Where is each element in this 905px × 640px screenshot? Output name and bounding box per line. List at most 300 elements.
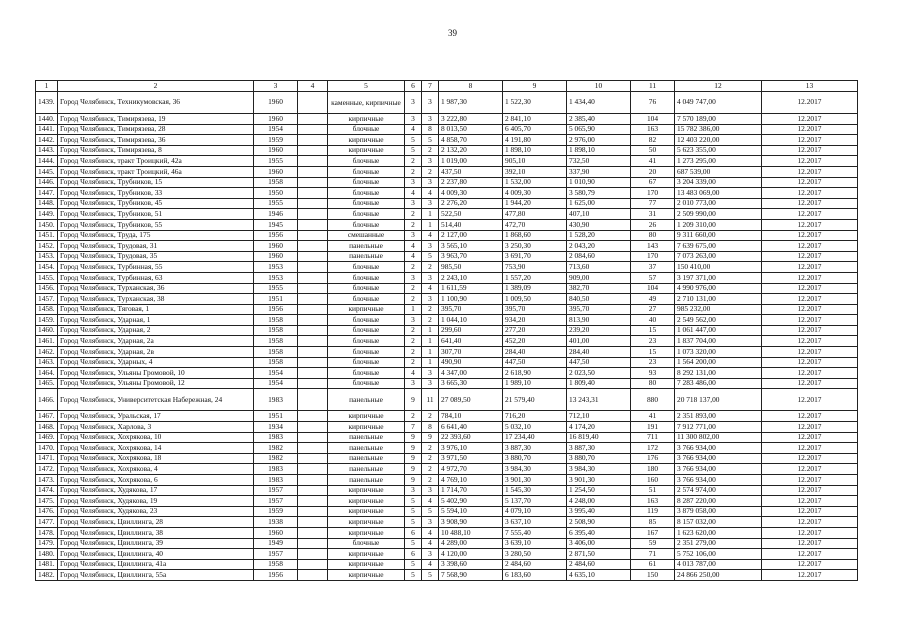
deadline-cell: 12.2017 <box>762 347 858 358</box>
deadline-cell: 12.2017 <box>762 464 858 475</box>
address-cell: Город Челябинск, Тяговая, 1 <box>58 304 254 315</box>
floors-cell: 3 <box>405 272 422 283</box>
entrances-cell: 3 <box>422 294 439 305</box>
deadline-cell: 12.2017 <box>762 177 858 188</box>
total-area-cell: 1 100,90 <box>439 294 503 305</box>
deadline-cell: 12.2017 <box>762 241 858 252</box>
housing-registry-table <box>35 80 858 581</box>
wall-material-cell: кирпичные <box>328 517 405 528</box>
residential-area-cell: 732,50 <box>567 156 631 167</box>
deadline-cell: 12.2017 <box>762 422 858 433</box>
residents-cell: 119 <box>631 506 675 517</box>
floors-cell: 2 <box>405 294 422 305</box>
floors-cell: 2 <box>405 262 422 273</box>
wall-material-cell: блочные <box>328 336 405 347</box>
row-number: 1458. <box>36 304 58 315</box>
residential-area-cell: 3 995,40 <box>567 506 631 517</box>
cost-cell: 13 483 069,00 <box>675 188 762 199</box>
floors-cell: 2 <box>405 209 422 220</box>
premises-area-cell: 6 183,60 <box>503 570 567 581</box>
residential-area-cell: 407,10 <box>567 209 631 220</box>
address-cell: Город Челябинск, Худякова, 17 <box>58 485 254 496</box>
year-cell: 1938 <box>254 517 298 528</box>
address-cell: Город Челябинск, Техникумовская, 36 <box>58 92 254 114</box>
table-row <box>36 283 858 294</box>
table-row <box>36 538 858 549</box>
row-number: 1459. <box>36 315 58 326</box>
wall-material-cell: кирпичные <box>328 549 405 560</box>
wall-material-cell: каменные, кирпичные <box>328 92 405 114</box>
year-cell: 1956 <box>254 570 298 581</box>
residents-cell: 880 <box>631 389 675 411</box>
cost-cell: 2 351 893,00 <box>675 411 762 422</box>
entrances-cell: 11 <box>422 389 439 411</box>
blank-cell <box>298 166 328 177</box>
total-area-cell: 4 769,10 <box>439 475 503 486</box>
deadline-cell: 12.2017 <box>762 156 858 167</box>
year-cell: 1958 <box>254 315 298 326</box>
year-cell: 1955 <box>254 283 298 294</box>
residential-area-cell: 2 484,60 <box>567 559 631 570</box>
address-cell: Город Челябинск, Хохрякова, 4 <box>58 464 254 475</box>
wall-material-cell: кирпичные <box>328 304 405 315</box>
entrances-cell: 3 <box>422 368 439 379</box>
deadline-cell: 12.2017 <box>762 135 858 146</box>
floors-cell: 4 <box>405 251 422 262</box>
wall-material-cell: кирпичные <box>328 559 405 570</box>
floors-cell: 3 <box>405 114 422 125</box>
deadline-cell: 12.2017 <box>762 114 858 125</box>
deadline-cell: 12.2017 <box>762 538 858 549</box>
blank-cell <box>298 411 328 422</box>
total-area-cell: 4 347,00 <box>439 368 503 379</box>
total-area-cell: 307,70 <box>439 347 503 358</box>
residents-cell: 104 <box>631 114 675 125</box>
year-cell: 1960 <box>254 114 298 125</box>
table-row <box>36 485 858 496</box>
year-cell: 1958 <box>254 347 298 358</box>
row-number: 1482. <box>36 570 58 581</box>
table-row <box>36 570 858 581</box>
entrances-cell: 1 <box>422 347 439 358</box>
cost-cell: 5 752 106,00 <box>675 549 762 560</box>
floors-cell: 2 <box>405 283 422 294</box>
address-cell: Город Челябинск, Худякова, 19 <box>58 496 254 507</box>
address-cell: Город Челябинск, Тимирязева, 28 <box>58 124 254 135</box>
year-cell: 1954 <box>254 368 298 379</box>
premises-area-cell: 1 868,60 <box>503 230 567 241</box>
cost-cell: 9 311 660,00 <box>675 230 762 241</box>
floors-cell: 2 <box>405 156 422 167</box>
address-cell: Город Челябинск, Турбинная, 63 <box>58 272 254 283</box>
cost-cell: 1 564 200,00 <box>675 357 762 368</box>
column-header: 6 <box>405 81 422 92</box>
residents-cell: 170 <box>631 188 675 199</box>
year-cell: 1958 <box>254 357 298 368</box>
row-number: 1481. <box>36 559 58 570</box>
table-row <box>36 517 858 528</box>
floors-cell: 5 <box>405 506 422 517</box>
wall-material-cell: панельные <box>328 464 405 475</box>
entrances-cell: 1 <box>422 336 439 347</box>
year-cell: 1960 <box>254 92 298 114</box>
deadline-cell: 12.2017 <box>762 549 858 560</box>
residential-area-cell: 813,90 <box>567 315 631 326</box>
blank-cell <box>298 124 328 135</box>
entrances-cell: 8 <box>422 422 439 433</box>
total-area-cell: 4 289,00 <box>439 538 503 549</box>
total-area-cell: 5 594,10 <box>439 506 503 517</box>
row-number: 1460. <box>36 325 58 336</box>
premises-area-cell: 452,20 <box>503 336 567 347</box>
row-number: 1472. <box>36 464 58 475</box>
residents-cell: 143 <box>631 241 675 252</box>
floors-cell: 3 <box>405 92 422 114</box>
wall-material-cell: блочные <box>328 198 405 209</box>
deadline-cell: 12.2017 <box>762 485 858 496</box>
table-row <box>36 241 858 252</box>
total-area-cell: 490,90 <box>439 357 503 368</box>
entrances-cell: 5 <box>422 506 439 517</box>
table-row <box>36 475 858 486</box>
blank-cell <box>298 177 328 188</box>
blank-cell <box>298 156 328 167</box>
residential-area-cell: 4 174,20 <box>567 422 631 433</box>
year-cell: 1982 <box>254 453 298 464</box>
row-number: 1445. <box>36 166 58 177</box>
year-cell: 1960 <box>254 145 298 156</box>
premises-area-cell: 7 555,40 <box>503 527 567 538</box>
table-row <box>36 432 858 443</box>
address-cell: Город Челябинск, Худякова, 23 <box>58 506 254 517</box>
address-cell: Город Челябинск, Университетская Набережная, 24 <box>58 389 254 411</box>
floors-cell: 5 <box>405 145 422 156</box>
year-cell: 1960 <box>254 527 298 538</box>
table-row <box>36 114 858 125</box>
residents-cell: 77 <box>631 198 675 209</box>
deadline-cell: 12.2017 <box>762 145 858 156</box>
deadline-cell: 12.2017 <box>762 124 858 135</box>
residential-area-cell: 2 976,00 <box>567 135 631 146</box>
total-area-cell: 8 013,50 <box>439 124 503 135</box>
table-row <box>36 156 858 167</box>
residential-area-cell: 6 395,40 <box>567 527 631 538</box>
table-row <box>36 527 858 538</box>
address-cell: Город Челябинск, Трудовая, 31 <box>58 241 254 252</box>
total-area-cell: 27 089,50 <box>439 389 503 411</box>
premises-area-cell: 277,20 <box>503 325 567 336</box>
wall-material-cell: блочные <box>328 347 405 358</box>
premises-area-cell: 1 522,30 <box>503 92 567 114</box>
cost-cell: 7 283 486,00 <box>675 378 762 389</box>
cost-cell: 3 879 058,00 <box>675 506 762 517</box>
year-cell: 1950 <box>254 188 298 199</box>
cost-cell: 2 509 990,00 <box>675 209 762 220</box>
blank-cell <box>298 357 328 368</box>
table-row <box>36 166 858 177</box>
cost-cell: 3 766 934,00 <box>675 453 762 464</box>
cost-cell: 11 300 802,00 <box>675 432 762 443</box>
cost-cell: 1 837 704,00 <box>675 336 762 347</box>
deadline-cell: 12.2017 <box>762 517 858 528</box>
row-number: 1449. <box>36 209 58 220</box>
wall-material-cell: панельные <box>328 389 405 411</box>
residential-area-cell: 840,50 <box>567 294 631 305</box>
entrances-cell: 3 <box>422 517 439 528</box>
residential-area-cell: 4 248,00 <box>567 496 631 507</box>
blank-cell <box>298 475 328 486</box>
blank-cell <box>298 251 328 262</box>
row-number: 1443. <box>36 145 58 156</box>
total-area-cell: 437,50 <box>439 166 503 177</box>
residential-area-cell: 1 254,50 <box>567 485 631 496</box>
entrances-cell: 3 <box>422 156 439 167</box>
deadline-cell: 12.2017 <box>762 304 858 315</box>
total-area-cell: 1 019,00 <box>439 156 503 167</box>
wall-material-cell: панельные <box>328 475 405 486</box>
blank-cell <box>298 135 328 146</box>
premises-area-cell: 905,10 <box>503 156 567 167</box>
residential-area-cell: 2 871,50 <box>567 549 631 560</box>
total-area-cell: 1 611,59 <box>439 283 503 294</box>
cost-cell: 4 990 976,00 <box>675 283 762 294</box>
entrances-cell: 3 <box>422 177 439 188</box>
residents-cell: 71 <box>631 549 675 560</box>
year-cell: 1956 <box>254 304 298 315</box>
entrances-cell: 3 <box>422 241 439 252</box>
cost-cell: 7 639 675,00 <box>675 241 762 252</box>
column-header: 13 <box>762 81 858 92</box>
year-cell: 1957 <box>254 496 298 507</box>
blank-cell <box>298 506 328 517</box>
cost-cell: 3 766 934,00 <box>675 475 762 486</box>
blank-cell <box>298 464 328 475</box>
table-row <box>36 336 858 347</box>
residents-cell: 50 <box>631 145 675 156</box>
residents-cell: 150 <box>631 570 675 581</box>
table-row <box>36 262 858 273</box>
year-cell: 1958 <box>254 336 298 347</box>
wall-material-cell: кирпичные <box>328 485 405 496</box>
floors-cell: 3 <box>405 378 422 389</box>
total-area-cell: 3 963,70 <box>439 251 503 262</box>
row-number: 1439. <box>36 92 58 114</box>
premises-area-cell: 3 887,30 <box>503 443 567 454</box>
residential-area-cell: 2 385,40 <box>567 114 631 125</box>
entrances-cell: 3 <box>422 114 439 125</box>
floors-cell: 3 <box>405 315 422 326</box>
residents-cell: 27 <box>631 304 675 315</box>
residential-area-cell: 382,70 <box>567 283 631 294</box>
entrances-cell: 4 <box>422 230 439 241</box>
address-cell: Город Челябинск, Цвиллинга, 40 <box>58 549 254 560</box>
entrances-cell: 2 <box>422 411 439 422</box>
table-row <box>36 177 858 188</box>
residential-area-cell: 13 243,31 <box>567 389 631 411</box>
residential-area-cell: 3 887,30 <box>567 443 631 454</box>
table-row <box>36 272 858 283</box>
floors-cell: 9 <box>405 464 422 475</box>
table-row <box>36 347 858 358</box>
address-cell: Город Челябинск, Хохрякова, 18 <box>58 453 254 464</box>
residential-area-cell: 1 010,90 <box>567 177 631 188</box>
floors-cell: 2 <box>405 411 422 422</box>
table-row <box>36 92 858 114</box>
premises-area-cell: 395,70 <box>503 304 567 315</box>
table-row <box>36 506 858 517</box>
residents-cell: 57 <box>631 272 675 283</box>
wall-material-cell: блочные <box>328 272 405 283</box>
residents-cell: 80 <box>631 230 675 241</box>
residents-cell: 31 <box>631 209 675 220</box>
residential-area-cell: 4 635,10 <box>567 570 631 581</box>
table-row <box>36 422 858 433</box>
residential-area-cell: 401,00 <box>567 336 631 347</box>
deadline-cell: 12.2017 <box>762 92 858 114</box>
address-cell: Город Челябинск, тракт Троицкий, 46а <box>58 166 254 177</box>
total-area-cell: 2 237,80 <box>439 177 503 188</box>
address-cell: Город Челябинск, Турбинная, 55 <box>58 262 254 273</box>
cost-cell: 1 273 295,00 <box>675 156 762 167</box>
deadline-cell: 12.2017 <box>762 570 858 581</box>
row-number: 1470. <box>36 443 58 454</box>
residents-cell: 176 <box>631 453 675 464</box>
residents-cell: 172 <box>631 443 675 454</box>
residents-cell: 170 <box>631 251 675 262</box>
entrances-cell: 5 <box>422 251 439 262</box>
wall-material-cell: блочные <box>328 378 405 389</box>
blank-cell <box>298 485 328 496</box>
floors-cell: 2 <box>405 166 422 177</box>
deadline-cell: 12.2017 <box>762 262 858 273</box>
address-cell: Город Челябинск, Ульяны Громовой, 10 <box>58 368 254 379</box>
residential-area-cell: 239,20 <box>567 325 631 336</box>
residential-area-cell: 5 065,90 <box>567 124 631 135</box>
blank-cell <box>298 422 328 433</box>
blank-cell <box>298 549 328 560</box>
row-number: 1467. <box>36 411 58 422</box>
wall-material-cell: блочные <box>328 177 405 188</box>
total-area-cell: 5 402,90 <box>439 496 503 507</box>
deadline-cell: 12.2017 <box>762 357 858 368</box>
total-area-cell: 299,60 <box>439 325 503 336</box>
cost-cell: 5 623 355,00 <box>675 145 762 156</box>
table-row <box>36 135 858 146</box>
premises-area-cell: 3 901,30 <box>503 475 567 486</box>
year-cell: 1934 <box>254 422 298 433</box>
premises-area-cell: 3 880,70 <box>503 453 567 464</box>
address-cell: Город Челябинск, Трудовая, 35 <box>58 251 254 262</box>
row-number: 1451. <box>36 230 58 241</box>
row-number: 1457. <box>36 294 58 305</box>
cost-cell: 4 013 787,00 <box>675 559 762 570</box>
wall-material-cell: кирпичные <box>328 422 405 433</box>
premises-area-cell: 5 137,70 <box>503 496 567 507</box>
table-row <box>36 294 858 305</box>
floors-cell: 2 <box>405 347 422 358</box>
premises-area-cell: 4 191,80 <box>503 135 567 146</box>
column-header: 5 <box>328 81 405 92</box>
cost-cell: 2 710 131,00 <box>675 294 762 305</box>
table-row <box>36 559 858 570</box>
wall-material-cell: панельные <box>328 241 405 252</box>
floors-cell: 2 <box>405 219 422 230</box>
total-area-cell: 514,40 <box>439 219 503 230</box>
premises-area-cell: 716,20 <box>503 411 567 422</box>
deadline-cell: 12.2017 <box>762 443 858 454</box>
premises-area-cell: 2 484,60 <box>503 559 567 570</box>
table-row <box>36 464 858 475</box>
floors-cell: 4 <box>405 124 422 135</box>
row-number: 1475. <box>36 496 58 507</box>
entrances-cell: 4 <box>422 496 439 507</box>
entrances-cell: 2 <box>422 443 439 454</box>
premises-area-cell: 1 389,09 <box>503 283 567 294</box>
cost-cell: 2 574 974,00 <box>675 485 762 496</box>
total-area-cell: 1 987,30 <box>439 92 503 114</box>
residential-area-cell: 3 406,00 <box>567 538 631 549</box>
residents-cell: 37 <box>631 262 675 273</box>
total-area-cell: 3 222,80 <box>439 114 503 125</box>
deadline-cell: 12.2017 <box>762 496 858 507</box>
year-cell: 1957 <box>254 485 298 496</box>
blank-cell <box>298 272 328 283</box>
cost-cell: 8 157 032,00 <box>675 517 762 528</box>
total-area-cell: 985,50 <box>439 262 503 273</box>
premises-area-cell: 934,20 <box>503 315 567 326</box>
cost-cell: 24 866 250,00 <box>675 570 762 581</box>
address-cell: Город Челябинск, Тимирязева, 8 <box>58 145 254 156</box>
table-row <box>36 124 858 135</box>
deadline-cell: 12.2017 <box>762 506 858 517</box>
entrances-cell: 4 <box>422 527 439 538</box>
blank-cell <box>298 198 328 209</box>
wall-material-cell: кирпичные <box>328 496 405 507</box>
entrances-cell: 2 <box>422 304 439 315</box>
cost-cell: 3 766 934,00 <box>675 464 762 475</box>
row-number: 1462. <box>36 347 58 358</box>
floors-cell: 4 <box>405 188 422 199</box>
address-cell: Город Челябинск, Трубников, 51 <box>58 209 254 220</box>
residential-area-cell: 713,60 <box>567 262 631 273</box>
entrances-cell: 5 <box>422 135 439 146</box>
row-number: 1448. <box>36 198 58 209</box>
total-area-cell: 1 714,70 <box>439 485 503 496</box>
residents-cell: 59 <box>631 538 675 549</box>
total-area-cell: 4 858,70 <box>439 135 503 146</box>
year-cell: 1949 <box>254 538 298 549</box>
table-row <box>36 411 858 422</box>
total-area-cell: 4 009,30 <box>439 188 503 199</box>
premises-area-cell: 4 079,10 <box>503 506 567 517</box>
year-cell: 1954 <box>254 124 298 135</box>
floors-cell: 4 <box>405 368 422 379</box>
address-cell: Город Челябинск, Трубников, 15 <box>58 177 254 188</box>
year-cell: 1960 <box>254 241 298 252</box>
year-cell: 1958 <box>254 325 298 336</box>
blank-cell <box>298 209 328 220</box>
blank-cell <box>298 304 328 315</box>
cost-cell: 7 912 771,00 <box>675 422 762 433</box>
column-header: 2 <box>58 81 254 92</box>
year-cell: 1953 <box>254 272 298 283</box>
address-cell: Город Челябинск, тракт Троицкий, 42а <box>58 156 254 167</box>
floors-cell: 6 <box>405 527 422 538</box>
wall-material-cell: блочные <box>328 156 405 167</box>
premises-area-cell: 3 250,30 <box>503 241 567 252</box>
cost-cell: 7 570 189,00 <box>675 114 762 125</box>
wall-material-cell: блочные <box>328 209 405 220</box>
